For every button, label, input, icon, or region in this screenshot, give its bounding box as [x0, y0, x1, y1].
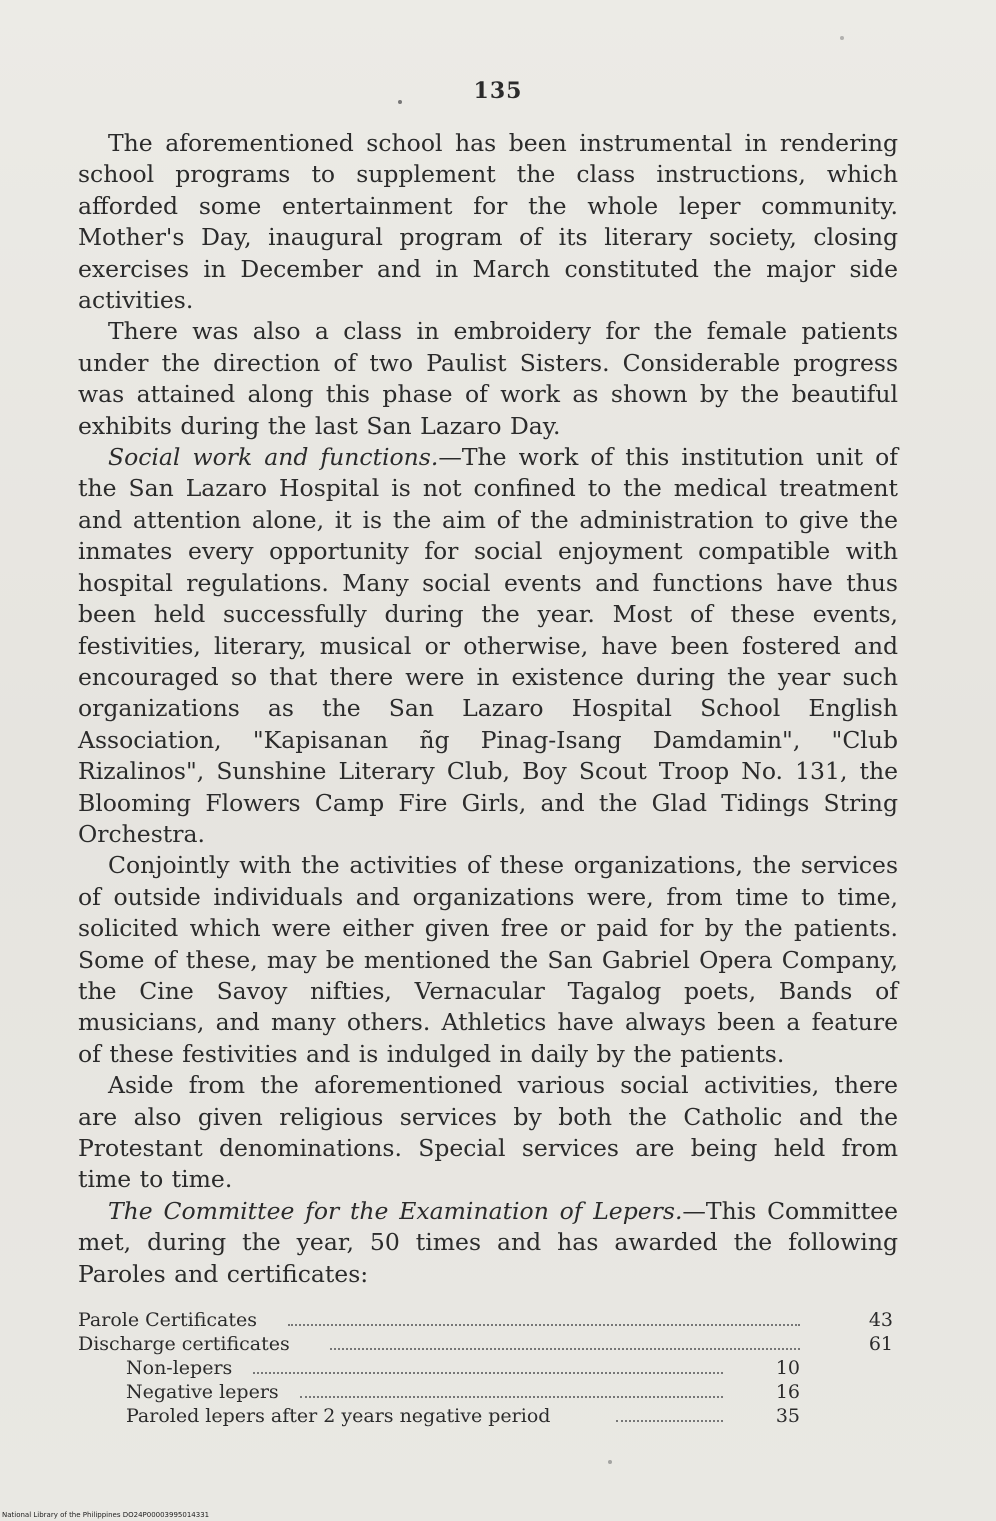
scan-speck	[608, 1460, 612, 1464]
certificates-table	[78, 1308, 908, 1428]
paragraph-social-work	[78, 442, 898, 850]
row-value: 35	[775, 1405, 800, 1427]
dot-leader	[330, 1348, 800, 1350]
dot-leader	[253, 1372, 723, 1374]
paragraph-text: There was also a class in embroidery for the female patients under the direction of two Paulist Sisters. Considerable progress was attained along this phase of work as shown by the beautiful exhibits during the last San Lazaro Day.	[78, 317, 898, 440]
row-value: 43	[868, 1309, 893, 1331]
row-label: Parole Certificates	[78, 1309, 257, 1331]
table-row	[78, 1404, 908, 1428]
paragraph-religious-services	[78, 1070, 898, 1196]
paragraph-school-programs	[78, 128, 898, 316]
footer-credit: National Library of the Philippines DO24P00003995014331	[2, 1511, 210, 1519]
paragraph-committee	[78, 1196, 898, 1290]
row-value: 10	[775, 1357, 800, 1379]
paragraph-text: Conjointly with the activities of these organizations, the services of outside individuals and organizations were, from time to time, solicited which were either given free or paid for by the patients. Some of these, may be mentioned the San Gabriel Opera Company, the Cine Savoy nifties, Vernacular Tagalog poets, Bands of musicians, and many others. Athletics have always been a feature of these festivities and is indulged in daily by the patients.	[78, 851, 898, 1068]
row-label: Discharge certificates	[78, 1333, 290, 1355]
row-value: 16	[775, 1381, 800, 1403]
row-value: 61	[868, 1333, 893, 1355]
paragraph-text: —This Committee met, during the year, 50 times and has awarded the following Paroles and certificates:	[78, 1196, 898, 1288]
paragraph-text: —The work of this institution unit of the San Lazaro Hospital is not confined to the medical treatment and attention alone, it is the aim of the administration to give the inmates every opportunity for social enjoyment compatible with hospital regulations. Many social events and functions have thus been held successfully during the year. Most of these events, festivities, literary, musical or otherwise, have been fostered and encouraged so that there were in existence during the year such organizations as the San Lazaro Hospital School English Association, "Kapisanan ñg Pinag-Isang Damdamin", "Club Rizalinos", Sunshine Literary Club, Boy Scout Troop No. 131, the Blooming Flowers Camp Fire Girls, and the Glad Tidings String Orchestra.	[78, 443, 898, 848]
section-heading: The Committee for the Examination of Lepers.	[108, 1196, 683, 1225]
row-label: Paroled lepers after 2 years negative period	[126, 1405, 551, 1427]
table-row	[78, 1332, 908, 1356]
paragraph-outside-services	[78, 850, 898, 1070]
section-heading: Social work and functions.	[108, 443, 439, 472]
row-label: Negative lepers	[126, 1381, 279, 1403]
dot-leader	[288, 1324, 800, 1326]
body-text	[78, 128, 898, 1290]
paragraph-text: Aside from the aforementioned various social activities, there are also given religious services by both the Catholic and the Protestant denominations. Special services are being held from time to time.	[78, 1071, 898, 1194]
paragraph-embroidery	[78, 316, 898, 442]
dot-leader	[616, 1420, 723, 1422]
table-row	[78, 1380, 908, 1404]
row-label: Non-lepers	[126, 1357, 233, 1379]
scan-speck	[840, 36, 844, 40]
table-row	[78, 1308, 908, 1332]
table-row	[78, 1356, 908, 1380]
scan-speck	[398, 100, 402, 104]
dot-leader	[300, 1396, 723, 1398]
page-number: 135	[473, 78, 523, 104]
paragraph-text: The aforementioned school has been instrumental in rendering school programs to supplement the class instructions, which afforded some entertainment for the whole leper community. Mother's Day, inaugural program of its literary society, closing exercises in December and in March constituted the major side activities.	[78, 129, 898, 315]
